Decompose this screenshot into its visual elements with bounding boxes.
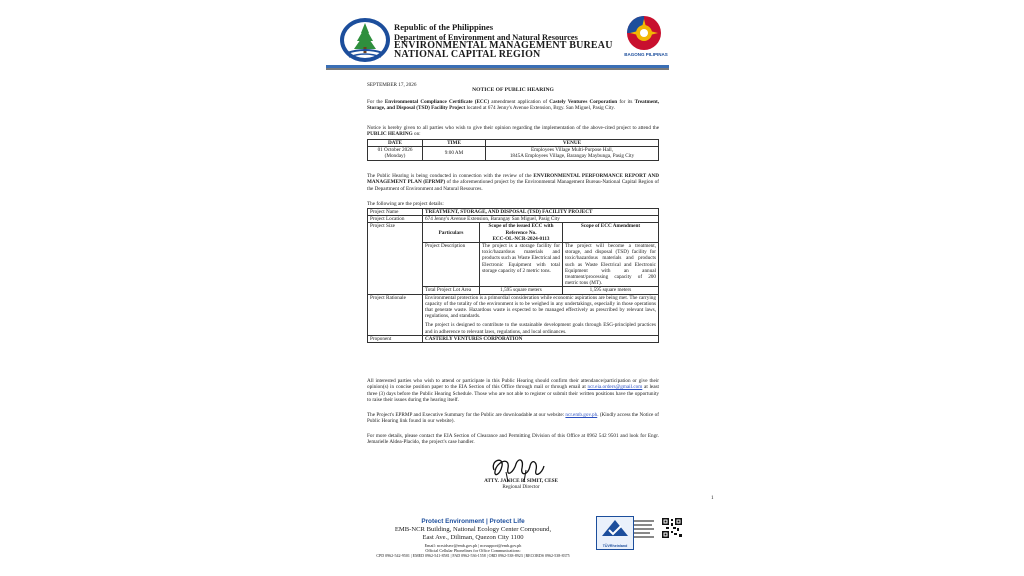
schedule-header-date: DATE bbox=[368, 140, 423, 147]
particulars-header: Particulars bbox=[423, 223, 480, 243]
schedule-date: 01 October 2026 (Monday) bbox=[368, 147, 423, 160]
tuv-label: TÜVRheinland bbox=[602, 544, 628, 548]
notice-date: SEPTEMBER 17, 2026 bbox=[367, 82, 417, 88]
project-description-label: Project Description bbox=[423, 243, 480, 287]
project-description-issued: The project is a storage facility for toxic/hazardous materials and products such as Waste Electrical and Electronic Equipment with total storage capacity of 2 metric tons. bbox=[480, 243, 563, 287]
tuv-certification-badge bbox=[596, 516, 634, 550]
tuv-check-icon bbox=[597, 517, 633, 539]
review-paragraph: The Public Hearing is being conducted in connection with the review of the ENVIRONMENTAL PERFORMANCE REPORT AND MANAGEMENT PLAN (EPRMP) of the aforementioned project by the Environmental Management Bureau-National Capital Region of the Department of Environment and Natural Resources. bbox=[367, 173, 660, 192]
certification-text-block bbox=[634, 518, 658, 546]
project-name-value: TREATMENT, STORAGE, AND DISPOSAL (TSD) FACILITY PROJECT bbox=[423, 209, 659, 216]
issued-scope-header: Scope of the issued ECC with Reference No. ECC-OL-NCR-2024-0113 bbox=[480, 223, 563, 243]
header-ncr: NATIONAL CAPITAL REGION bbox=[394, 49, 541, 60]
header-republic: Republic of the Philippines bbox=[394, 22, 494, 32]
qr-code-icon[interactable] bbox=[661, 517, 683, 539]
project-name-label: Project Name bbox=[368, 209, 423, 216]
eprmp-paragraph: The Project's EPRMP and Executive Summary for the Public are downloadable at our website: ncr.emb.gov.ph. (Kindly access the Notice of Public Hearing link found in our website). bbox=[367, 412, 659, 425]
notice-title: NOTICE OF PUBLIC HEARING bbox=[472, 87, 554, 93]
bagong-pilipinas-logo-icon bbox=[624, 14, 664, 52]
project-rationale-value: Environmental protection is a primordial consideration while economic aspirations are being met. The carrying capacity of the totality of the environment is to be weighed in any undertakings, especially in those operations that generate waste. Hazardous waste is expected to be managed effectively as prescribed by relevant laws, regulations, and standards. The project is designed to contribute to the sustainable development goals through ESG-principled practices and in adherence to relevant laws, regulations, and local ordinances. bbox=[423, 294, 659, 335]
project-description-amendment: The project will become a treatment, storage, and disposal (TSD) facility for toxic/hazardous materials and products such as Waste Electrical and Electronic Equipment with an annual treatment/processing capacity of 200 metric tons (MT). bbox=[563, 243, 659, 287]
schedule-header-venue: VENUE bbox=[486, 140, 659, 147]
schedule-time: 9:00 AM bbox=[423, 147, 486, 160]
footer-tagline: Protect Environment | Protect Life bbox=[421, 518, 525, 525]
proponent-value: CASTERLY VENTURES CORPORATION bbox=[423, 335, 659, 342]
project-size-label: Project Size bbox=[368, 223, 423, 294]
bagong-pilipinas-label: BAGONG PILIPINAS bbox=[624, 52, 668, 57]
contact-paragraph: For more details, please contact the EIA Section of Clearance and Permitting Division of this Office at 0962 542 9501 and look for Engr. Jemarielle Aldea-Placido, the project's case handler. bbox=[367, 433, 659, 446]
lot-area-label: Total Project Lot Area bbox=[423, 287, 480, 294]
schedule-header-time: TIME bbox=[423, 140, 486, 147]
attend-paragraph: All interested parties who wish to attend or participate in this Public Hearing should confirm their attendance/participation or give their opinion(s) in concise position paper to the EIA Section of this Office through mail or through email at ncr.eia.orders@gmail.com at least three (3) days before the Public Hearing Schedule. Those who are not able to register or submit their written positions have the opportunity to raise their issues during the hearing itself. bbox=[367, 378, 659, 403]
lot-area-issued: 1,595 square meters bbox=[480, 287, 563, 294]
eia-email-link[interactable]: ncr.eia.orders@gmail.com bbox=[587, 384, 643, 391]
header-emb: ENVIRONMENTAL MANAGEMENT BUREAU bbox=[394, 40, 613, 51]
lot-area-amendment: 1,595 square meters bbox=[563, 287, 659, 294]
signatory-title: Regional Director bbox=[502, 484, 540, 490]
footer-street: East Ave., Diliman, Quezon City 1100 bbox=[422, 534, 524, 541]
intro-paragraph: For the Environmental Compliance Certificate (ECC) amendment application of Castely Ventures Corporation for its Treatment, Storage, and Disposal (TSD) Facility Project located at 674 Jenny's Avenue Extension, Brgy. San Miguel, Pasig City. bbox=[367, 99, 660, 112]
amendment-scope-header: Scope of ECC Amendment bbox=[563, 223, 659, 243]
schedule-table bbox=[367, 139, 659, 161]
proponent-label: Proponent bbox=[368, 335, 423, 342]
footer-email: Email: ncrsidsecr@emb.gov.ph | ncrsupport@emb.gov.ph bbox=[424, 543, 522, 548]
project-rationale-label: Project Rationale bbox=[368, 294, 423, 335]
footer-official-lines: Official Cellular Phonelines for Office Communications: bbox=[425, 548, 521, 553]
header-rule-grey bbox=[326, 68, 669, 70]
emb-logo-icon bbox=[339, 17, 391, 63]
website-link[interactable]: ncr.emb.gov.ph bbox=[565, 412, 598, 418]
header-denr: Department of Environment and Natural Resources bbox=[394, 33, 578, 42]
project-location-value: 674 Jenny's Avenue Extension, Barangay San Miguel, Pasig City bbox=[423, 216, 659, 223]
signatory-name: ATTY. JANICE B. SIMIT, CESE bbox=[484, 478, 558, 484]
schedule-venue: Employees Village Multi-Purpose Hall, 1845A Employees Village, Barangay Maybunga, Pasig City bbox=[486, 147, 659, 160]
footer-phones: CPD 0962-542-9501 | EMED 0962-541-8581 | FAD 0962-536-1558 | ORD 0962-538-8923 | RECORDS 0962-538-8375 bbox=[376, 553, 570, 558]
notice-paragraph: Notice is hereby given to all parties who wish to give their opinion regarding the implementation of the above-cited project to attend the PUBLIC HEARING on: bbox=[367, 125, 659, 138]
details-lead: The following are the project details: bbox=[367, 201, 444, 207]
project-location-label: Project Location bbox=[368, 216, 423, 223]
page-number: 1 bbox=[711, 495, 714, 501]
footer-building: EMB-NCR Building, National Ecology Center Compound, bbox=[394, 526, 552, 533]
project-details-table bbox=[367, 208, 659, 343]
